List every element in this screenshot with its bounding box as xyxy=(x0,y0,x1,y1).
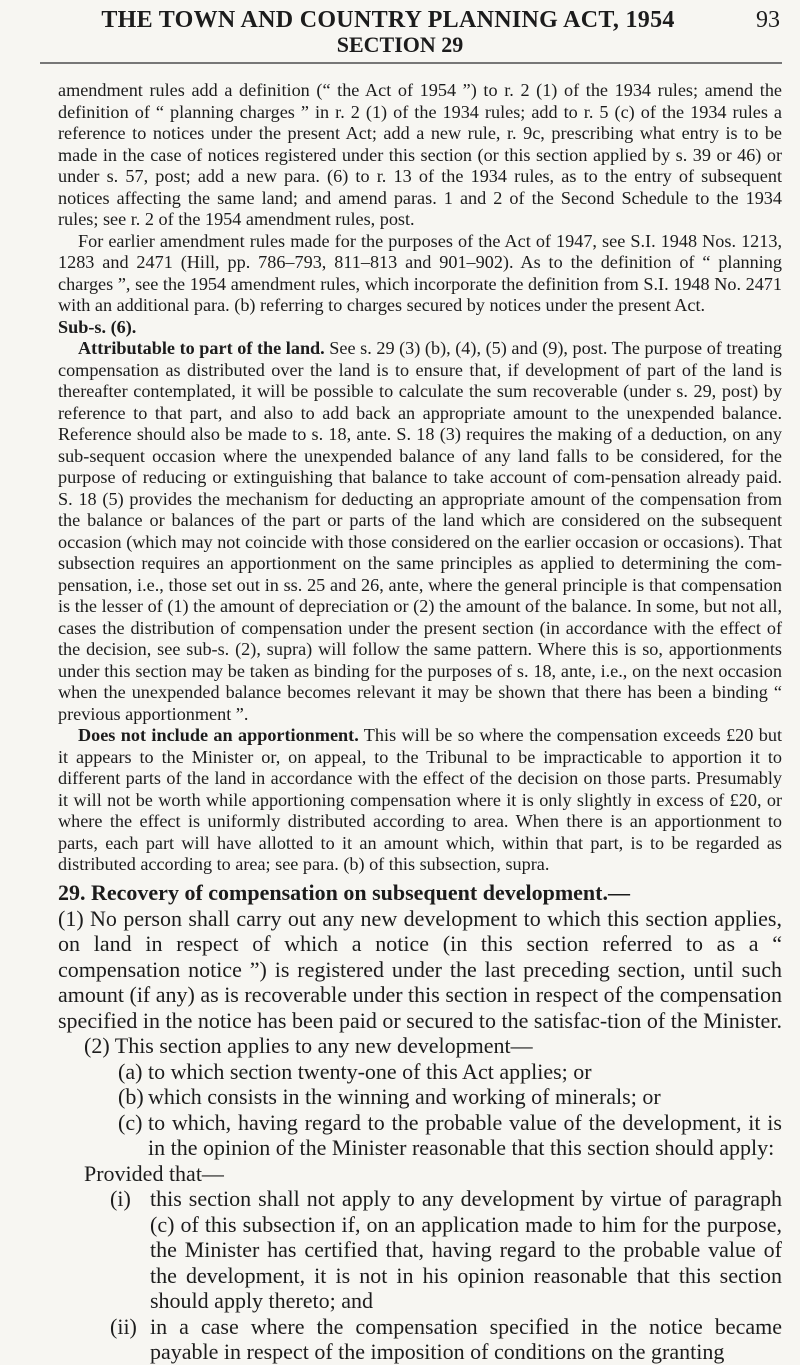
header-rule xyxy=(40,62,782,64)
subsection-1: (1) No person shall carry out any new development to which this section applies, on land in respect of which a notice (in this section referred to as a “ compensation notice ”) is registered under the last preceding section, until such amount (if any) as is recoverable under this section in respect of the compensation specified in the notice has been paid or secured to the satisfac-tion of the Minister. xyxy=(58,905,782,1033)
item-text: to which, having regard to the probable value of the development, it is in the opinion of the Minister reasonable that this section should apply: xyxy=(148,1109,782,1160)
note-text: See s. 29 (3) (b), (4), (5) and (9), post. The purpose of treating compensation as distributed over the land is to ensure that, if development of part of the land is thereafter contemplated, it will be possible to calculate the sum recoverable (under s. 29, post) by reference to that part, and also to add back an appropriate amount to the unexpended balance. Reference should also be made to s. 18, ante. S. 18 (3) requires the making of a deduction, on any sub-sequent occasion where the unexpended balance of any land falls to be considered, for the purpose of reducing or extinguishing that balance to take account of com-pensation already paid. S. 18 (5) provides the mechanism for deducting an appropriate amount of the compensation from the balance or balances of the part or parts of the land which are considered on the subsequent occasion (which may not coincide with those considered on the earlier occasion or occasions). That subsection requires an apportionment on the same principles as applied to determining the com-pensation, i.e., those set out in ss. 25 and 26, ante, where the general principle is that compensation is the lesser of (1) the amount of depreciation or (2) the amount of the balance. In some, but not all, cases the distribution of compensation under the present section (in accordance with the effect of the decision, see sub-s. (2), supra) will follow the same pattern. Where this is so, apportionments under this section may be taken as binding for the purposes of s. 18, ante, i.e., on the next occasion when the unexpended balance becomes relevant it may be shown that there has been a binding “ previous apportionment ”. xyxy=(58,338,782,724)
proviso-item xyxy=(58,1314,782,1365)
note-paragraph: amendment rules add a definition (“ the Act of 1954 ”) to r. 2 (1) of the 1934 rules; amend the definition of “ planning charges ” in r. 2 (1) of the 1934 rules; add to r. 5 (c) of the 1934 rules a reference to notices under the present Act; add a new rule, r. 9c, prescribing what entry is to be made in the case of notices registered under this section (or this section applied by s. 39 or 46) or under s. 57, post; add a new para. (6) to r. 13 of the 1934 rules, as to the entry of subsequent notices affecting the same land; and amend paras. 1 and 2 of the Second Schedule to the 1934 rules; see r. 2 of the 1954 amendment rules, post. xyxy=(58,80,782,229)
page-number: 93 xyxy=(756,7,780,33)
item-label: (i) xyxy=(110,1186,131,1211)
statute-text xyxy=(58,880,782,1365)
section-title: 29. Recovery of compensation on subsequent development.— xyxy=(58,880,630,905)
list-item xyxy=(58,1059,782,1085)
item-label: (a) xyxy=(118,1058,143,1084)
note-subheading: Sub-s. (6). xyxy=(58,316,137,337)
list-item xyxy=(58,1084,782,1110)
item-text: which consists in the winning and working of minerals; or xyxy=(148,1084,661,1109)
list-item xyxy=(58,1110,782,1161)
section-heading: SECTION 29 xyxy=(336,32,464,57)
note-heading: Attributable to part of the land. xyxy=(78,338,325,358)
item-text: to which section twenty-one of this Act applies; or xyxy=(148,1058,592,1084)
note-heading: Does not include an apportionment. xyxy=(78,725,359,745)
proviso-item xyxy=(58,1186,782,1314)
item-label: (ii) xyxy=(110,1313,137,1339)
note-paragraph xyxy=(58,338,782,725)
item-text: in a case where the compensation specified in the notice became payable in respect of the imposition of conditions on the granting xyxy=(150,1313,782,1364)
item-text: this section shall not apply to any development by virtue of paragraph (c) of this subsection if, on an application made to him for the purpose, the Minister has certified that, having regard to the probable value of the development, it is not in his opinion reasonable that this section should apply thereto; and xyxy=(150,1186,782,1313)
note-paragraph: For earlier amendment rules made for the purposes of the Act of 1947, see S.I. 1948 Nos. 1213, 1283 and 2471 (Hill, pp. 786–793, 811–813 and 901–902). As to the definition of “ planning charges ”, see the 1954 amendment rules, which incorporate the definition from S.I. 1948 No. 2471 with an additional para. (b) referring to charges secured by notices under the present Act. xyxy=(58,230,782,315)
item-label: (b) xyxy=(118,1084,144,1109)
proviso-heading: Provided that— xyxy=(84,1160,224,1186)
running-title: THE TOWN AND COUNTRY PLANNING ACT, 1954 xyxy=(101,7,675,33)
subsection-2: (2) This section applies to any new development— xyxy=(84,1033,533,1058)
running-head xyxy=(0,6,800,62)
note-paragraph xyxy=(58,725,782,876)
item-label: (c) xyxy=(118,1109,143,1135)
annotation-notes xyxy=(58,80,782,876)
note-text: This will be so where the compensation exceeds £20 but it appears to the Minister or, on appeal, to the Tribunal to be impracticable to apportion it to different parts of the land in accordance with the effect of the decision on those parts. Presumably it will not be worth while apportioning compensation where it is only slightly in excess of £20, or where the effect is uniformly distributed according to area. When there is an apportionment to parts, each part will have allotted to it an amount which, within that part, is to be regarded as distributed according to area; see para. (b) of this subsection, supra. xyxy=(58,725,782,874)
